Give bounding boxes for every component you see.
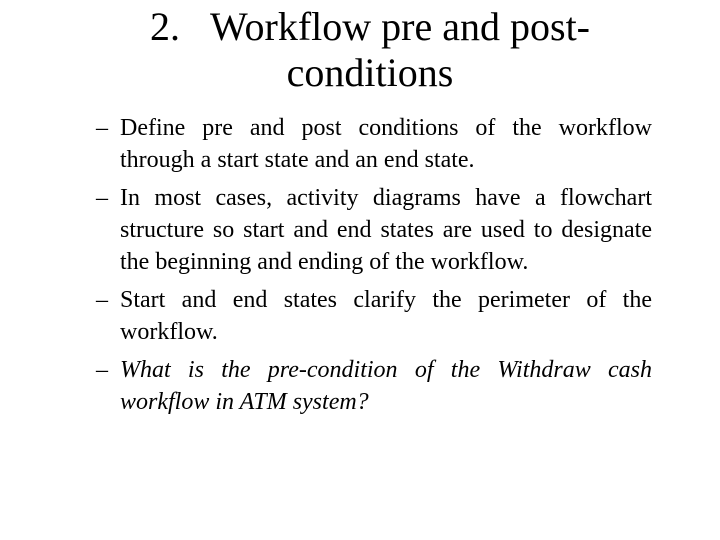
bullet-item	[96, 112, 652, 176]
title-number: 2.	[149, 4, 180, 49]
bullet-dash: –	[96, 115, 108, 141]
bullet-item	[96, 182, 652, 278]
bullet-dash: –	[96, 287, 108, 313]
slide-title	[90, 4, 650, 96]
title-line-1	[90, 4, 650, 50]
bullet-text: Start and end states clarify the perimeter of the workflow.	[120, 287, 652, 345]
bullet-dash: –	[96, 185, 108, 211]
bullet-item-question	[96, 354, 652, 418]
bullet-text: In most cases, activity diagrams have a flowchart structure so start and end states are used to designate the beginning and ending of the workflow.	[120, 185, 652, 275]
bullet-text: What is the pre-condition of the Withdraw cash workflow in ATM system?	[120, 357, 652, 415]
bullet-dash: –	[96, 357, 108, 383]
title-text-line-1: Workflow pre and post-	[209, 4, 591, 49]
title-text-line-2: conditions	[286, 50, 454, 95]
bullet-item	[96, 284, 652, 348]
bullet-text: Define pre and post conditions of the workflow through a start state and an end state.	[120, 115, 652, 173]
bullet-list	[96, 112, 652, 424]
